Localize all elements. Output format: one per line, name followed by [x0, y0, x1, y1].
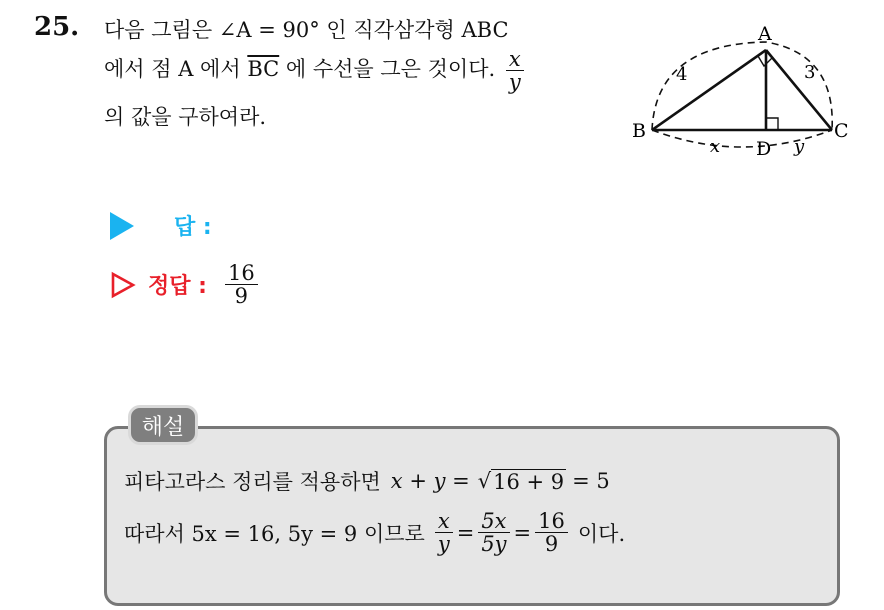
- equals-sign-1: =: [456, 520, 475, 545]
- triangle-figure: [626, 24, 856, 164]
- fraction-x-over-y: [506, 48, 524, 93]
- fraction-16-over-9: [535, 510, 568, 555]
- label-c: C: [834, 120, 849, 142]
- question-line-2-post: 에 수선을 그은 것이다.: [285, 57, 496, 82]
- label-seg-bd: x: [710, 136, 721, 157]
- side-ab: [652, 50, 766, 130]
- segment-bc: $\overline{BC}$: [247, 57, 280, 82]
- correct-answer-label: 정답 :: [148, 274, 207, 300]
- explanation-line-1: [124, 466, 610, 496]
- answer-label: 답 :: [174, 215, 212, 240]
- label-side-ac: 3: [804, 62, 816, 83]
- fraction-numerator: x: [506, 48, 524, 71]
- sqrt-sign: √: [477, 469, 492, 493]
- right-angle-mark-d: [766, 118, 778, 130]
- correct-answer-row: [110, 262, 262, 307]
- label-d: D: [756, 138, 772, 160]
- equals-sign-2: =: [513, 520, 532, 545]
- fraction-2-numerator: 5x: [478, 510, 509, 533]
- fraction-3-denominator: 9: [544, 532, 559, 557]
- circumcircle-arc-top: [652, 42, 832, 130]
- question-line-3: 의 값을 구하여라.: [104, 105, 267, 129]
- fraction-3-numerator: 16: [535, 510, 568, 533]
- correct-answer-denominator: 9: [234, 284, 249, 309]
- fraction-5x-over-5y: [478, 510, 509, 555]
- explanation-line-1-result: = 5: [572, 469, 610, 493]
- label-b: B: [632, 120, 646, 142]
- sqrt-radicand: 16 + 9: [493, 469, 565, 494]
- question-line-2-pre: 에서 점 A 에서: [104, 57, 241, 82]
- fraction-x-over-y-exp: [435, 510, 453, 555]
- explanation-line-2-post: 이다.: [577, 521, 626, 546]
- explanation-tab: 해설: [128, 405, 198, 445]
- label-side-ab: 4: [676, 64, 688, 85]
- explanation-line-1-lhs: x + y =: [390, 469, 470, 493]
- explanation-line-1-text: 피타고라스 정리를 적용하면: [124, 470, 381, 494]
- label-a: A: [758, 24, 772, 45]
- fraction-1-denominator: y: [437, 532, 450, 557]
- correct-answer-fraction: [225, 262, 258, 307]
- question-number: 25.: [34, 12, 80, 42]
- triangle-right-filled-icon: [110, 212, 134, 240]
- correct-answer-numerator: 16: [225, 262, 258, 285]
- circumcircle-arc-bottom: [652, 130, 832, 147]
- explanation-line-2-pre: 따라서 5x = 16, 5y = 9 이므로: [124, 521, 425, 546]
- fraction-1-numerator: x: [435, 510, 453, 533]
- fraction-2-denominator: 5y: [481, 532, 507, 557]
- explanation-line-2: [124, 510, 625, 555]
- question-line-1: 다음 그림은 ∠A = 90° 인 직각삼각형 ABC: [104, 18, 509, 42]
- fraction-denominator: y: [508, 70, 521, 95]
- question-line-2: [104, 48, 528, 93]
- answer-row: [110, 210, 212, 241]
- triangle-right-outline-icon: [110, 271, 136, 299]
- label-seg-dc: y: [794, 136, 805, 157]
